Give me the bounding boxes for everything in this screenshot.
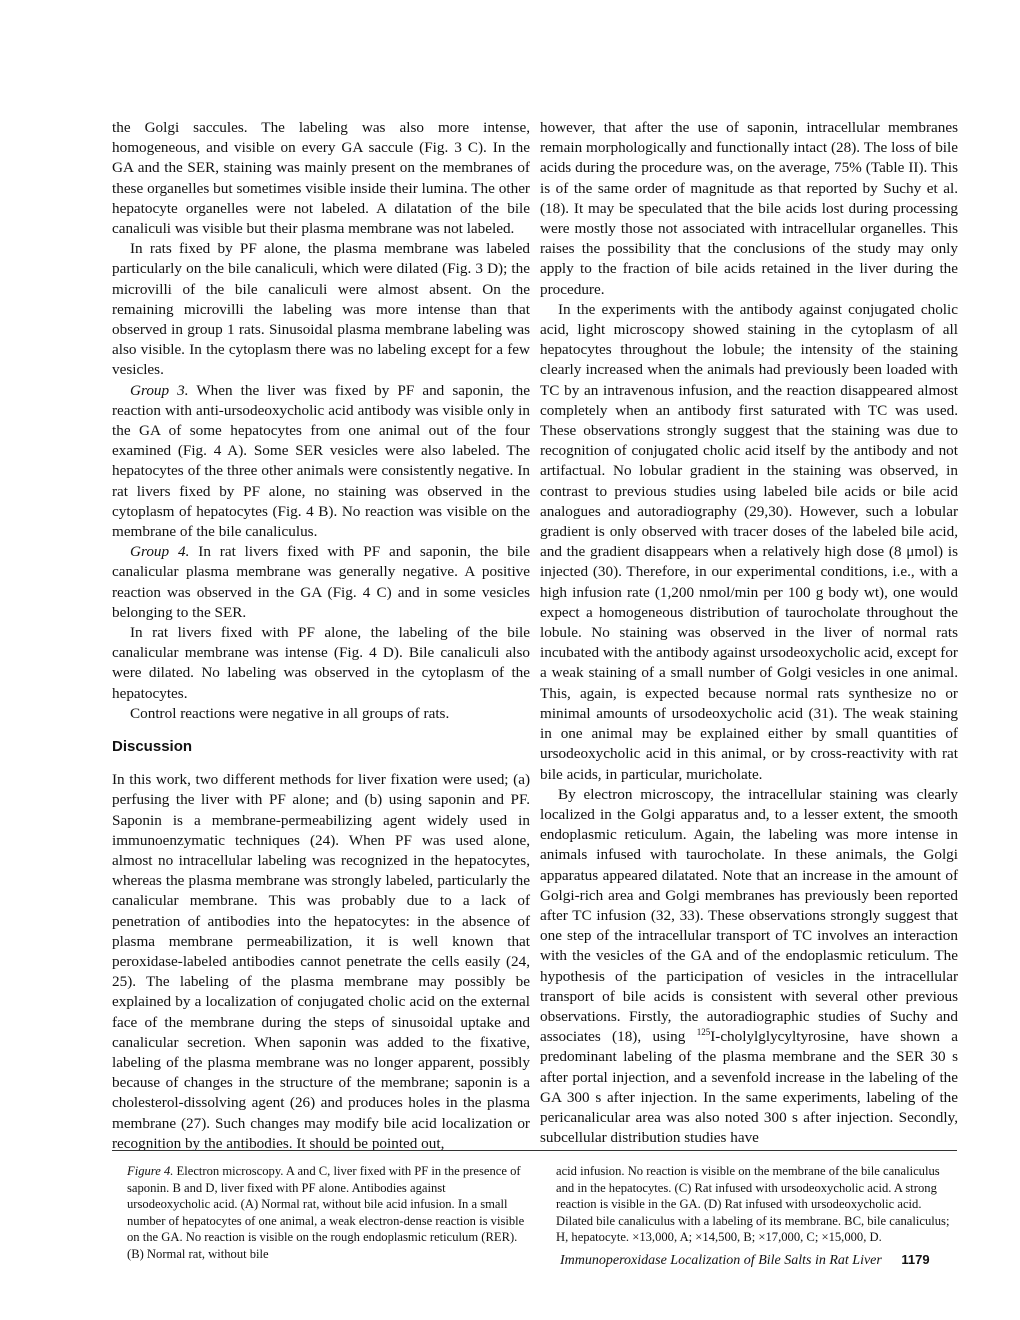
paragraph: In this work, two different methods for liver fixation were used; (a) perfusing the liver with PF alone; and (b) using saponin and PF. Saponin is a membrane-permeabilizing agent widely used in immunoenzymatic techniques (24). When PF was used alone, almost no intracellular labeling was recognized in the hepatocytes, whereas the plasma membrane was strongly labeled, particularly the canalicular membrane. This was probably due to a lack of penetration of antibodies into the hepatocytes: in the absence of plasma membrane permeabilization, it is well known that peroxidase-labeled antibodies cannot penetrate the cells easily (24, 25). The labeling of the plasma membrane may possibly be explained by a localization of conjugated cholic acid on the external face of the membrane during the steps of sinusoidal uptake and canalicular secretion. When saponin was added to the fixative, labeling of the plasma membrane was no longer apparent, possibly because of changes in the structure of the membrane; saponin is a cholesterol-dissolving agent (26) and produces holes in the plasma membrane (27). Such changes may modify bile acid localization or recognition by the antibodies. It should be pointed out, — [112, 771, 530, 1152]
paragraph: however, that after the use of saponin, intracellular membranes remain morphologically and functionally intact (28). The loss of bile acids during the procedure was, on the average, 75% (Table II). This is of the same order of magnitude as that reported by Suchy et al. (18). It may be speculated that the bile acids lost during processing were mostly those not associated with intracellular organelles. This raises the possibility that the conclusions of the study may only apply to the fraction of bile acids retained in the liver during the procedure. — [540, 119, 958, 298]
running-title: Immunoperoxidase Localization of Bile Salts in Rat Liver — [560, 1253, 882, 1268]
figure-caption-right: acid infusion. No reaction is visible on the membrane of the bile canaliculus and in the hepatocytes. (C) Rat infused with ursodeoxycholic acid. A strong reaction is visible in the GA. (D) Rat infused with ursodeoxycholic acid. Dilated bile canaliculus with a labeling of its membrane. BC, bile canaliculus; H, hepatocyte. ×13,000, A; ×14,500, B; ×17,000, C; ×15,000, D. — [556, 1164, 950, 1245]
page-footer — [560, 1252, 960, 1269]
group-label: Group 4. — [130, 543, 190, 561]
paragraph: In the experiments with the antibody against conjugated cholic acid, light microscopy showed staining in the cytoplasm of all hepatocytes throughout the lobule; the intensity of the staining clearly increased when the animals had previously been loaded with TC by an intravenous infusion, and the reaction disappeared almost completely when an antibody first saturated with TC was used. These observations strongly suggest that the staining was due to recognition of conjugated cholic acid itself by the antibody and not artifactual. No lobular gradient in the staining was observed, in contrast to previous studies using labeled bile acids or bile acid analogues and autoradiography (29,30). However, such a lobular gradient is only observed with tracer doses of the labeled bile acid, and the gradient disappears when a relatively high dose (8 μmol) is injected (30). Therefore, in our experimental conditions, i.e., with a high infusion rate (1,200 nmol/min per 100 g body wt), one would expect a homogeneous distribution of taurocholate throughout the lobule. No staining was observed in the liver of normal rats incubated with the antibody against ursodeoxycholic acid, except for a weak staining of a small number of Golgi vesicles in one animal. This, again, is expected because normal rats synthesize no or minimal amounts of ursodeoxycholic acid (31). The weak staining in one animal may be explained either by small quantities of ursodeoxycholic acid in this animal, or by cross-reactivity with rat bile acids, in particular, muricholate. — [540, 300, 958, 783]
paragraph: By electron microscopy, the intracellular staining was clearly localized in the Golgi apparatus and, to a lesser extent, the smooth endoplasmic reticulum. Again, the labeling was more intense in animals infused with taurocholate. In these animals, the Golgi apparatus appeared dilatated. Note that an increase in the amount of Golgi-rich area and Golgi membranes has previously been reported after TC infusion (32, 33). These observations strongly suggest that one step of the intracellular transport of TC involves an interaction with the vesicles of the GA and of the endoplasmic reticulum. The hypothesis of the participation of vesicles in the intracellular transport of bile acids is consistent with several other previous observations. Firstly, the autoradiographic studies of Suchy and associates (18), using $^{125}$I-cholylglycyltyrosine, have shown a predominant labeling of the plasma membrane and the SER 30 s after portal injection, and a sevenfold increase in the labeling of the GA 300 s after injection. In the same experiments, labeling of the pericanalicular area was also noted 300 s after injection. Secondly, subcellular distribution studies have — [540, 785, 958, 1147]
group-label: Group 3. — [130, 381, 189, 399]
paragraph: In rat livers fixed with PF alone, the labeling of the bile canalicular membrane was intense (Fig. 4 D). Bile canaliculi also were dilated. No labeling was observed in the cytoplasm of the hepatocytes. — [112, 624, 530, 702]
right-column — [540, 118, 958, 1148]
figure-label: Figure 4. — [127, 1164, 174, 1178]
paragraph: Control reactions were negative in all groups of rats. — [130, 704, 450, 722]
page-number: 1179 — [901, 1252, 930, 1267]
paragraph: Group 3. When the liver was fixed by PF and saponin, the reaction with anti-ursodeoxycholic acid antibody was visible only in the GA of some hepatocytes from one animal out of the four examined (Fig. 4 A). Some SER vesicles were also labeled. The hepatocytes of the three other animals were consistently negative. In rat livers fixed by PF alone, no staining was observed in the cytoplasm of hepatocytes (Fig. 4 B). No reaction was visible on the membrane of the bile canaliculus. — [112, 381, 530, 541]
figure-caption-left: Figure 4. Electron microscopy. A and C, liver fixed with PF in the presence of saponin. B and D, liver fixed with PF alone. Antibodies against ursodeoxycholic acid. (A) Normal rat, without bile acid infusion. In a small number of hepatocytes of one animal, a weak electron-dense reaction is visible on the GA. No reaction is visible on the rough endoplasmic reticulum (RER). (B) Normal rat, without bile — [127, 1164, 525, 1261]
caption-divider — [112, 1150, 957, 1151]
left-column — [112, 118, 530, 1154]
paragraph: In rats fixed by PF alone, the plasma membrane was labeled particularly on the bile canaliculi, which were dilated (Fig. 3 D); the microvilli of the bile canaliculi were almost absent. On the remaining microvilli the labeling was more intense than that observed in group 1 rats. Sinusoidal plasma membrane labeling was also visible. In the cytoplasm there was no labeling except for a few vesicles. — [112, 240, 530, 379]
paragraph: Group 4. In rat livers fixed with PF and saponin, the bile canalicular plasma membrane was generally negative. A positive reaction was observed in the GA (Fig. 4 C) and in some vesicles belonging to the SER. — [112, 543, 530, 621]
superscript: 125 — [696, 1027, 711, 1038]
paragraph: the Golgi saccules. The labeling was also more intense, homogeneous, and visible on every GA saccule (Fig. 3 C). In the GA and the SER, staining was mainly present on the membranes of these organelles but sometimes visible inside their lumina. The other hepatocyte organelles were not labeled. A dilatation of the bile canaliculi was visible but their plasma membrane was not labeled. — [112, 119, 530, 238]
section-heading: Discussion — [112, 738, 193, 756]
